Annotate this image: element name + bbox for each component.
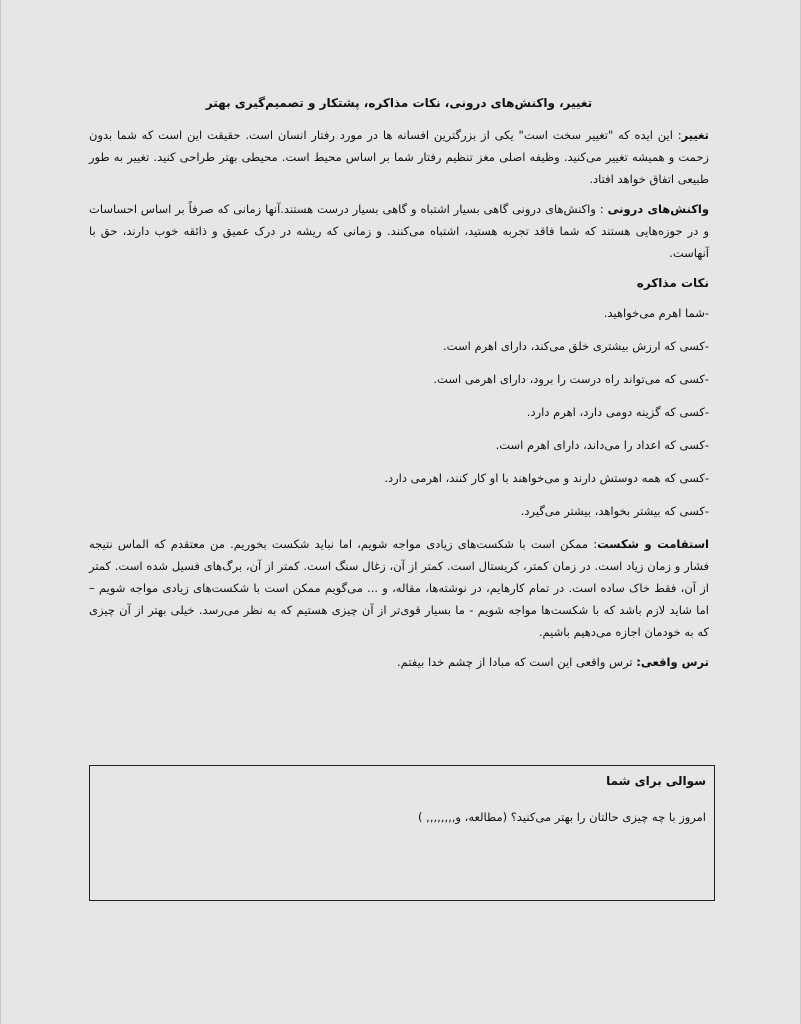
paragraph-change-label: تغییر	[681, 128, 709, 142]
paragraph-perseverance	[89, 533, 709, 643]
paragraph-perseverance-label: استقامت و شکست	[597, 537, 709, 551]
paragraph-real-fear-text: ترس واقعی این است که مبادا از چشم خدا بیفتم.	[397, 655, 637, 669]
question-box	[89, 765, 715, 901]
paragraph-gut-reactions	[89, 198, 709, 264]
list-item: -کسی که گزینه دومی دارد، اهرم دارد.	[526, 405, 709, 419]
list-item: -کسی که همه دوستش دارند و می‌خواهند با او کار کنند، اهرمی دارد.	[384, 471, 709, 485]
list-item: -کسی که اعداد را می‌داند، دارای اهرم است.	[495, 438, 709, 452]
question-box-title: سوالی برای شما	[606, 774, 706, 788]
paragraph-real-fear	[89, 651, 709, 673]
paragraph-change-text: : این ایده که "تغییر سخت است" یکی از بزرگترین افسانه ها در مورد رفتار انسان است. حقیقت این است که شما بدون زحمت و همیشه تغییر می‌کنید. وظیفه اصلی مغز تنظیم رفتار شما بر اساس محیط است. محیطی بهتر طراحی کنید. تغییر به طور طبیعی اتفاق خواهد افتاد.	[89, 128, 709, 186]
tips-heading: نکات مذاکره	[636, 276, 709, 290]
paragraph-gut-reactions-label: واکنش‌های درونی	[607, 202, 710, 216]
paragraph-real-fear-label: ترس واقعی:	[636, 655, 709, 669]
document-body	[89, 92, 709, 681]
list-item: -کسی که بیشتر بخواهد، بیشتر می‌گیرد.	[520, 504, 709, 518]
list-item: -شما اهرم می‌خواهید.	[603, 306, 709, 320]
question-box-text: امروز با چه چیزی حالتان را بهتر می‌کنید؟ (مطالعه، و,,,,,,,, )	[418, 810, 706, 824]
paragraph-perseverance-text: : ممکن است با شکست‌های زیادی مواجه شویم، اما نباید شکست بخوریم. من معتقدم که الماس نتیجه فشار و زمان زیاد است. در زمان کمتر، کریستال است. کمتر از آن، زغال سنگ است. کمتر از آن، برگ‌های فسیل شده است. کمتر از آن، فقط خاک ساده است. در تمام کارهایم، در نوشته‌ها، مقاله، و ... می‌گویم ممکن است با شکست‌های زیادی مواجه شویم – اما شاید لازم باشد که با شکست‌ها مواجه شویم - ما بسیار قوی‌تر از آن چیزی هستیم که به نظر می‌رسد. خیلی بهتر از آن چیزی که به خودمان اجازه می‌دهیم باشیم.	[89, 537, 709, 639]
paragraph-change	[89, 124, 709, 190]
paragraph-gut-reactions-text: : واکنش‌های درونی گاهی بسیار اشتباه و گاهی بسیار درست هستند.آنها زمانی که صرفاً بر اساس احساسات و در حوزه‌هایی هستند که شما فاقد تجربه هستید، اشتباه می‌کنند. و زمانی که ریشه در درک عمیق و ذائقه خوب دارند، حق با آنهاست.	[89, 202, 709, 260]
list-item: -کسی که ارزش بیشتری خلق می‌کند، دارای اهرم است.	[443, 339, 709, 353]
list-item: -کسی که می‌تواند راه درست را برود، دارای اهرمی است.	[433, 372, 709, 386]
tips-list	[89, 302, 709, 522]
page-title: تغییر، واکنش‌های درونی، نکات مذاکره، پشتکار و تصمیم‌گیری بهتر	[205, 96, 593, 110]
